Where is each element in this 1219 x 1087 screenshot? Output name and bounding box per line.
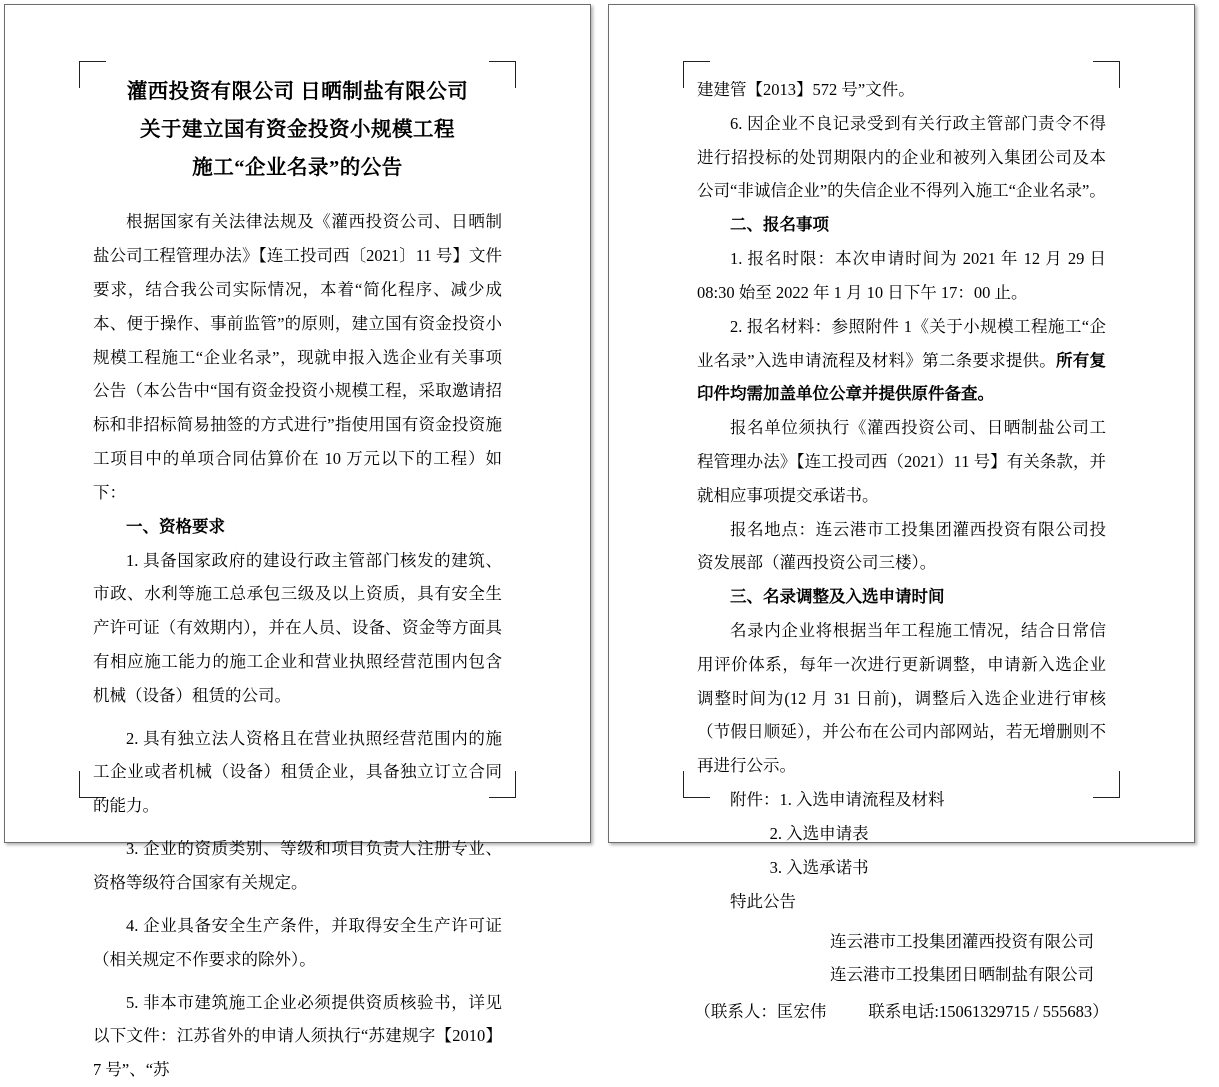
title-line-3: 施工“企业名录”的公告 [192,157,403,180]
paragraph: 名录内企业将根据当年工程施工情况，结合日常信用评价体系，每年一次进行更新调整，申请新入选企业调整时间为(12 月 31 日前)，调整后入选企业进行审核（节假日顺延），并公布在公司内部网站，若无增删则不再进行公示。 [697,621,1106,776]
paragraph: 1. 具备国家政府的建设行政主管部门核发的建筑、市政、水利等施工总承包三级及以上资质，具有安全生产许可证（有效期内），并在人员、设备、资金等方面具有相应施工能力的施工企业和营业执照经营范围内包含机械（设备）租赁的公司。 [93,550,502,705]
page-1-body [93,205,502,1087]
signature-line: 连云港市工投集团灌西投资有限公司 [830,931,1094,951]
page-title [93,73,502,187]
signature-line: 连云港市工投集团日晒制盐有限公司 [830,964,1094,984]
paragraph: 报名地点：连云港市工投集团灌西投资有限公司投资发展部（灌西投资公司三楼）。 [697,519,1106,573]
signature-block [697,925,1106,991]
paragraph: 2. 具有独立法人资格且在营业执照经营范围内的施工企业或者机械（设备）租赁企业，具备独立订立合同的能力。 [93,728,502,816]
paragraph-materials-plain: 2. 报名材料：参照附件 1《关于小规模工程施工“企业名录”入选申请流程及材料》第二条要求提供。 [697,316,1106,370]
paragraph: 报名单位须执行《灌西投资公司、日晒制盐公司工程管理办法》【连工投司西（2021）11 号】有关条款，并就相应事项提交承诺书。 [697,418,1106,505]
paragraph-continued: 建建管【2013】572 号”文件。 [697,80,915,99]
title-line-2: 关于建立国有资金投资小规模工程 [140,119,455,142]
page-2-content [694,73,1109,1022]
paragraph: 5. 非本市建筑施工企业必须提供资质核验书，详见以下文件：江苏省外的申请人须执行“苏建规字【2010】7 号”、“苏 [93,992,502,1080]
document-page-1 [4,4,591,1080]
section-heading-qualification: 一、资格要求 [126,516,225,536]
attachment-item: 2. 入选申请表 [769,823,869,843]
closing-statement: 特此公告 [730,891,796,911]
paragraph-materials-bold: 所有复印件均需加盖单位公章并提供原件备查。 [697,350,1107,404]
paragraph: 1. 报名时限：本次申请时间为 2021 年 12 月 29 日 08:30 始至 2022 年 1 月 10 日下午 17：00 止。 [697,249,1106,302]
attachment-item: 附件：1. 入选申请流程及材料 [730,790,945,810]
paragraph: 4. 企业具备安全生产条件，并取得安全生产许可证（相关规定不作要求的除外）。 [93,915,502,969]
page-2-body [694,73,1109,1029]
section-heading-adjustment: 三、名录调整及入选申请时间 [730,587,945,607]
contact-phone: 联系电话:15061329715 / 555683） [868,1002,1109,1022]
paragraph: 根据国家有关法律法规及《灌西投资公司、日晒制盐公司工程管理办法》【连工投司西〔2021〕11 号】文件要求，结合我公司实际情况，本着“简化程序、减少成本、便于操作、事前监管”的原则，建立国有资金投资小规模工程施工“企业名录”，现就申报入选企业有关事项公告（本公告中“国有资金投资小规模工程，采取邀请招标和非招标简易抽签的方式进行”指使用国有资金投资施工项目中的单项合同估算价在 10 万元以下的工程）如下： [93,212,502,502]
paragraph: 6. 因企业不良记录受到有关行政主管部门责令不得进行招投标的处罚期限内的企业和被列入集团公司及本公司“非诚信企业”的失信企业不得列入施工“企业名录”。 [697,113,1106,201]
paragraph-materials [697,310,1106,411]
document-page-2 [608,4,1195,1022]
title-line-1: 灌西投资有限公司 日晒制盐有限公司 [126,81,469,103]
attachment-item: 3. 入选承诺书 [769,857,869,877]
contact-block [694,995,1109,1029]
contact-person: （联系人：匡宏伟 [694,1002,827,1022]
section-heading-application: 二、报名事项 [730,215,829,235]
page-1-content [93,73,502,1080]
paragraph: 3. 企业的资质类别、等级和项目负责人注册专业、资格等级符合国家有关规定。 [93,839,502,892]
